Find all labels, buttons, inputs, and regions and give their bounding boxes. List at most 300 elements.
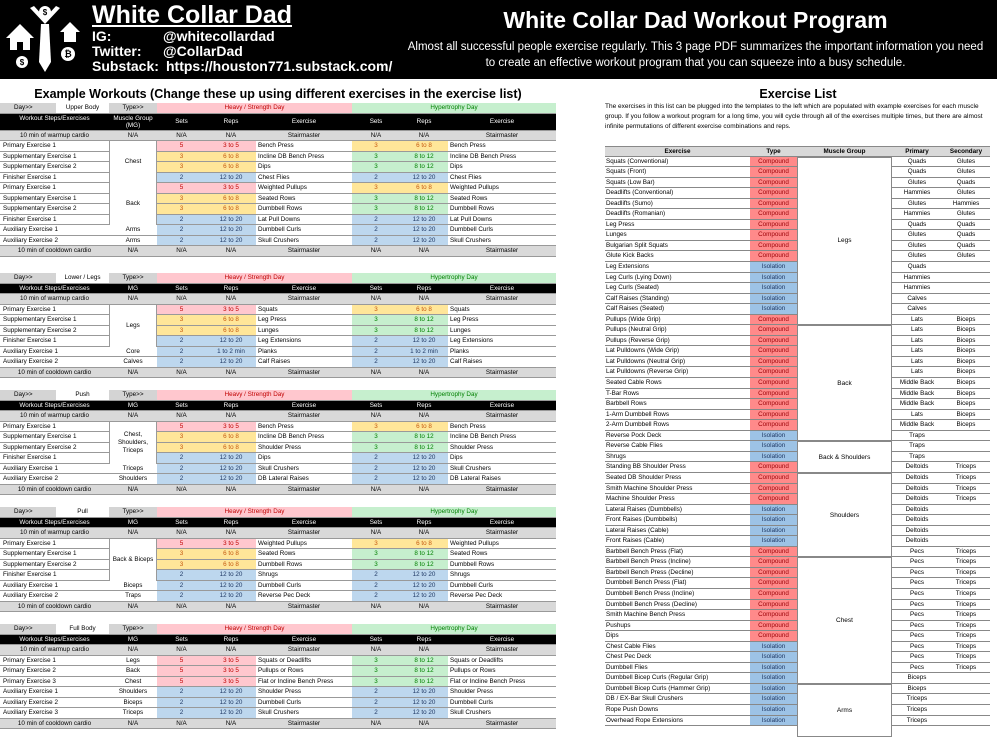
exercise-muscle-group-cell: Chest [797,557,892,684]
muscle-group-cell: Triceps [122,464,144,472]
heavy-exercise: Incline DB Bench Press [258,152,325,160]
stairmaster-cell: Stairmaster [448,411,556,421]
hypertrophy-sets: 2 [352,464,400,474]
heavy-exercise: Dips [258,163,271,170]
primary-muscle: Middle Back [892,420,942,431]
hypertrophy-exercise: Seated Rows [450,194,488,202]
reps-header: Reps [206,114,256,130]
primary-muscle: Deltoids [892,462,942,473]
exercise-name: Pushups [605,621,750,632]
reps-header: Reps [206,401,256,411]
exercise-name: Bulgarian Split Squats [605,241,750,252]
hypertrophy-reps: 8 to 12 [400,315,448,325]
exercise-type: Compound [750,484,797,495]
type-label: Type>> [109,103,157,113]
heavy-sets: 2 [157,453,206,463]
workout-step: Auxiliary Exercise 1 [3,581,58,589]
na-cell: N/A [400,368,448,378]
secondary-muscle [942,515,990,526]
heavy-day-label: Heavy / Strength Day [157,103,352,113]
workout-step: Finisher Exercise 1 [3,571,57,578]
exercise-type: Compound [750,462,797,473]
heavy-sets: 2 [157,336,206,346]
hreps-header: Reps [400,518,448,528]
na-cell: N/A [400,528,448,538]
na-cell: N/A [109,246,157,256]
heavy-reps: 12 to 20 [206,173,256,183]
workout-step: Auxiliary Exercise 2 [3,236,58,244]
na-cell: N/A [109,485,157,495]
hypertrophy-reps: 12 to 20 [400,687,448,697]
exercise-name: Dumbbell Bicep Curls (Hammer Grip) [605,684,750,695]
hypertrophy-reps: 6 to 8 [400,422,448,432]
heavy-reps: 12 to 20 [206,570,256,580]
secondary-muscle: Glutes [942,209,990,220]
exercise-name: Shrugs [605,452,750,463]
primary-muscle: Hammies [892,273,942,284]
day-label: Day>> [0,273,56,283]
workout-step: Auxiliary Exercise 1 [3,464,58,472]
primary-muscle: Pecs [892,578,942,589]
sets-header: Sets [157,518,206,528]
exercise-name: Leg Press [605,220,750,231]
heavy-exercise: Incline DB Bench Press [258,433,325,440]
secondary-muscle: Quads [942,241,990,252]
exercise-type: Compound [750,230,797,241]
heavy-sets: 2 [157,687,206,697]
exercise-name: Standing BB Shoulder Press [605,462,750,473]
table-row [0,315,556,326]
hypertrophy-day-label: Hypertrophy Day [352,624,556,634]
exercise-type: Isolation [750,716,797,727]
secondary-muscle [942,505,990,516]
hypertrophy-reps: 8 to 12 [400,152,448,162]
secondary-muscle [942,705,990,716]
hypertrophy-exercise: Skull Crushers [450,464,491,472]
secondary-muscle: Triceps [942,621,990,632]
steps-header: Workout Steps/Exercises [0,114,109,130]
workout-step: Primary Exercise 1 [3,422,56,430]
workout-step: Auxiliary Exercise 2 [3,698,58,706]
heavy-exercise: Shoulder Press [258,443,302,451]
heavy-reps: 6 to 8 [206,194,256,204]
exercise-type: Isolation [750,663,797,674]
secondary-muscle: Triceps [942,462,990,473]
table-row [0,539,556,550]
exercise-type: Compound [750,378,797,389]
workout-step: Supplementary Exercise 1 [3,152,77,160]
hypertrophy-exercise: Dumbbell Rows [450,205,495,212]
primary-muscle: Middle Back [892,389,942,400]
primary-muscle: Glutes [892,230,942,241]
exercise-type: Compound [750,188,797,199]
brand-name: White Collar Dad [92,1,293,29]
secondary-muscle: Biceps [942,367,990,378]
exercise-name: Chest Pec Deck [605,652,750,663]
exercise-list-col-header: Type [750,146,797,157]
hypertrophy-sets: 3 [352,315,400,325]
primary-muscle: Pecs [892,547,942,558]
na-cell: N/A [109,294,157,304]
workout-block [0,273,556,378]
exercise-type: Isolation [750,273,797,284]
hypertrophy-sets: 3 [352,305,400,315]
na-cell: N/A [400,602,448,612]
stairmaster-cell: Stairmaster [256,411,352,421]
hypertrophy-day-label: Hypertrophy Day [352,273,556,283]
exercise-name: Squats (Conventional) [605,157,750,168]
hypertrophy-reps: 6 to 8 [400,141,448,151]
primary-muscle: Deltoids [892,526,942,537]
hsets-header: Sets [352,114,400,130]
ex-header: Exercise [256,518,352,528]
exercise-type: Isolation [750,304,797,315]
primary-muscle: Glutes [892,241,942,252]
hypertrophy-exercise: Squats or Deadlifts [450,656,504,664]
steps-header: Workout Steps/Exercises [0,518,109,528]
exercise-list-col-header: Primary [892,146,942,157]
heavy-reps: 3 to 5 [206,656,256,666]
exercise-type: Compound [750,420,797,431]
exercise-type: Isolation [750,705,797,716]
heavy-sets: 2 [157,236,206,246]
secondary-muscle: Triceps [942,631,990,642]
stairmaster-cell: Stairmaster [256,485,352,495]
hypertrophy-reps: 8 to 12 [400,162,448,172]
warmup-label: 10 min of warmup cardio [0,645,109,655]
heavy-sets: 2 [157,698,206,708]
exercise-type: Isolation [750,294,797,305]
heavy-exercise: Lunges [258,326,279,334]
exercise-type: Compound [750,241,797,252]
secondary-muscle [942,304,990,315]
muscle-group-cell: Calves [123,358,143,365]
na-cell: N/A [352,294,400,304]
heavy-exercise: Skull Crushers [258,236,299,244]
workout-block [0,624,556,729]
table-row [0,677,556,688]
hex-header: Exercise [448,284,556,294]
heavy-reps: 12 to 20 [206,708,256,718]
hypertrophy-reps: 1 to 2 min [400,347,448,357]
secondary-muscle: Glutes [942,167,990,178]
heavy-reps: 6 to 8 [206,549,256,559]
hypertrophy-sets: 3 [352,152,400,162]
primary-muscle: Calves [892,294,942,305]
na-cell: N/A [109,411,157,421]
hypertrophy-reps: 12 to 20 [400,336,448,346]
table-row [0,422,556,433]
exercise-type: Compound [750,325,797,336]
exercise-type: Compound [750,367,797,378]
heavy-exercise: Shrugs [258,571,278,578]
secondary-muscle: Triceps [942,578,990,589]
heavy-sets: 2 [157,474,206,484]
hex-header: Exercise [448,635,556,645]
table-row [0,485,556,496]
hypertrophy-exercise: Weighted Pullups [450,184,499,191]
heavy-exercise: Shoulder Press [258,688,302,695]
primary-muscle: Pecs [892,621,942,632]
warmup-label: 10 min of warmup cardio [0,528,109,538]
secondary-muscle: Triceps [942,494,990,505]
muscle-group-header: MG [109,518,157,528]
program-description-line-2: to create an effective workout program that you can squeeze into a busy schedule. [485,57,906,69]
hex-header: Exercise [448,518,556,528]
primary-muscle: Traps [892,431,942,442]
hypertrophy-exercise: Lat Pull Downs [450,215,492,223]
workout-step: Primary Exercise 1 [3,184,56,191]
na-cell: N/A [157,645,206,655]
table-row [0,464,556,475]
secondary-muscle: Triceps [942,547,990,558]
primary-muscle: Hammies [892,283,942,294]
exercise-list-col-header: Exercise [605,146,750,157]
heavy-day-label: Heavy / Strength Day [157,273,352,283]
primary-muscle: Pecs [892,557,942,568]
hypertrophy-exercise: Reverse Pec Deck [450,592,503,599]
hypertrophy-exercise: Dumbbell Rows [450,560,495,568]
heavy-sets: 2 [157,215,206,225]
hypertrophy-reps: 12 to 20 [400,474,448,484]
heavy-exercise: Bench Press [258,142,294,149]
hypertrophy-sets: 2 [352,698,400,708]
exercise-muscle-group-cell: Legs [797,157,892,326]
exercise-list-col-header: Muscle Group [797,146,892,157]
heavy-sets: 3 [157,560,206,570]
exercise-name: Barbbell Bench Press (Decline) [605,568,750,579]
warmup-label: 10 min of warmup cardio [0,411,109,421]
primary-muscle: Deltoids [892,473,942,484]
hypertrophy-sets: 3 [352,560,400,570]
hypertrophy-reps: 8 to 12 [400,326,448,336]
hypertrophy-sets: 2 [352,474,400,484]
type-label: Type>> [109,507,157,517]
primary-muscle: Deltoids [892,536,942,547]
exercise-name: T-Bar Rows [605,389,750,400]
hypertrophy-exercise: Incline DB Bench Press [450,433,517,440]
secondary-muscle: Biceps [942,399,990,410]
heavy-exercise: Calf Raises [258,358,291,365]
exercise-name: Front Raises (Cable) [605,536,750,547]
workout-step: Auxiliary Exercise 2 [3,475,58,482]
table-row [0,141,556,152]
primary-muscle: Triceps [892,716,942,727]
exercise-muscle-group-cell: Back & Shoulders [797,441,892,473]
muscle-group-cell: Arms [125,226,141,233]
primary-muscle: Glutes [892,199,942,210]
secondary-muscle: Biceps [942,389,990,400]
cooldown-label: 10 min of cooldown cardio [0,719,109,729]
exercise-type: Isolation [750,515,797,526]
cooldown-label: 10 min of cooldown cardio [0,485,109,495]
na-cell: N/A [157,246,206,256]
hypertrophy-reps: 8 to 12 [400,677,448,687]
exercise-name: Reverse Cable Flies [605,441,750,452]
workout-step: Supplementary Exercise 2 [3,163,77,170]
na-cell: N/A [109,528,157,538]
heavy-exercise: Reverse Pec Deck [258,592,311,599]
hsets-header: Sets [352,401,400,411]
steps-header: Workout Steps/Exercises [0,284,109,294]
heavy-reps: 6 to 8 [206,315,256,325]
secondary-muscle: Biceps [942,357,990,368]
exercise-name: Squats (Front) [605,167,750,178]
heavy-sets: 3 [157,549,206,559]
table-row [0,326,556,337]
heavy-reps: 3 to 5 [206,183,256,193]
table-row [0,390,556,401]
heavy-sets: 5 [157,539,206,549]
workout-step: Finisher Exercise 1 [3,215,57,223]
table-row [0,708,556,719]
heavy-exercise: Chest Flies [258,173,290,181]
exercise-name: Leg Curls (Lying Down) [605,273,750,284]
primary-muscle: Hammies [892,188,942,199]
exercise-type: Compound [750,399,797,410]
table-row [0,357,556,368]
table-row [0,624,556,635]
hypertrophy-sets: 2 [352,708,400,718]
heavy-reps: 3 to 5 [206,422,256,432]
exercise-name: 1-Arm Dumbbell Rows [605,410,750,421]
na-cell: N/A [206,719,256,729]
primary-muscle: Glutes [892,178,942,189]
primary-muscle: Lats [892,336,942,347]
primary-muscle: Lats [892,315,942,326]
heavy-reps: 6 to 8 [206,560,256,570]
hypertrophy-exercise: Squats [450,305,470,313]
hypertrophy-reps: 8 to 12 [400,666,448,676]
heavy-sets: 5 [157,141,206,151]
header-banner [0,0,997,79]
hypertrophy-sets: 3 [352,656,400,666]
table-row [0,204,556,215]
exercise-name: Dumbbell Bench Press (Flat) [605,578,750,589]
exercise-name: Glute Kick Backs [605,251,750,262]
hypertrophy-reps: 12 to 20 [400,570,448,580]
heavy-reps: 3 to 5 [206,141,256,151]
heavy-reps: 6 to 8 [206,432,256,442]
hypertrophy-sets: 3 [352,204,400,214]
exercise-name: Pullups (Reverse Grip) [605,336,750,347]
heavy-reps: 6 to 8 [206,152,256,162]
sets-header: Sets [157,401,206,411]
na-cell: N/A [157,485,206,495]
table-row [0,246,556,257]
primary-muscle: Pecs [892,631,942,642]
table-row [0,183,556,194]
exercise-list-table [605,146,990,726]
stairmaster-cell: Stairmaster [448,602,556,612]
hypertrophy-exercise: Dips [450,454,463,461]
hypertrophy-reps: 6 to 8 [400,539,448,549]
secondary-muscle: Quads [942,220,990,231]
heavy-reps: 3 to 5 [206,666,256,676]
hypertrophy-reps: 12 to 20 [400,215,448,225]
exercise-type: Compound [750,547,797,558]
hypertrophy-exercise: Seated Rows [450,550,488,557]
stairmaster-cell: Stairmaster [448,131,556,141]
hypertrophy-exercise: Skull Crushers [450,236,491,244]
hypertrophy-sets: 2 [352,687,400,697]
na-cell: N/A [352,485,400,495]
secondary-muscle [942,694,990,705]
na-cell: N/A [157,294,206,304]
na-cell: N/A [400,411,448,421]
hex-header: Exercise [448,401,556,411]
na-cell: N/A [352,719,400,729]
exercise-name: DB / EX-Bar Skull Crushers [605,694,750,705]
secondary-muscle [942,431,990,442]
hypertrophy-sets: 3 [352,183,400,193]
table-row [0,305,556,316]
stairmaster-cell: Stairmaster [448,528,556,538]
primary-muscle: Lats [892,346,942,357]
primary-muscle: Pecs [892,568,942,579]
exercise-type: Compound [750,357,797,368]
secondary-muscle: Triceps [942,610,990,621]
hypertrophy-sets: 3 [352,422,400,432]
hypertrophy-reps: 6 to 8 [400,183,448,193]
secondary-muscle [942,684,990,695]
steps-header: Workout Steps/Exercises [0,401,109,411]
heavy-sets: 3 [157,204,206,214]
table-row [0,173,556,184]
secondary-muscle: Triceps [942,642,990,653]
hypertrophy-sets: 2 [352,581,400,591]
day-label: Day>> [0,103,56,113]
exercise-name: Reverse Pock Deck [605,431,750,442]
heavy-sets: 2 [157,357,206,367]
primary-muscle: Glutes [892,251,942,262]
heavy-day-label: Heavy / Strength Day [157,507,352,517]
hypertrophy-exercise: Shrugs [450,571,470,578]
heavy-reps: 6 to 8 [206,204,256,214]
na-cell: N/A [109,368,157,378]
exercise-muscle-group-cell: Shoulders [797,473,892,557]
twitter-label: Twitter: [92,43,142,59]
primary-muscle: Deltoids [892,494,942,505]
na-cell: N/A [206,294,256,304]
stairmaster-cell: Stairmaster [256,528,352,538]
hypertrophy-sets: 3 [352,162,400,172]
reps-header: Reps [206,635,256,645]
heavy-sets: 5 [157,677,206,687]
heavy-exercise: Dumbbell Curls [258,581,302,589]
muscle-group-merged-cell: Back [109,183,157,225]
table-row [0,698,556,709]
heavy-reps: 3 to 5 [206,305,256,315]
primary-muscle: Calves [892,304,942,315]
exercise-type: Compound [750,209,797,220]
muscle-group-merged-cell: Legs [109,305,157,347]
exercise-muscle-group-cell: Back [797,325,892,441]
heavy-sets: 3 [157,432,206,442]
hypertrophy-day-label: Hypertrophy Day [352,507,556,517]
workout-step: Supplementary Exercise 2 [3,205,77,212]
na-cell: N/A [157,411,206,421]
muscle-group-cell: Shoulders [118,688,148,695]
secondary-muscle: Quads [942,230,990,241]
table-row [0,294,556,305]
table-row [0,225,556,236]
exercise-type: Isolation [750,652,797,663]
table-row [0,560,556,571]
table-row [0,687,556,698]
table-row [0,645,556,656]
heavy-reps: 12 to 20 [206,464,256,474]
